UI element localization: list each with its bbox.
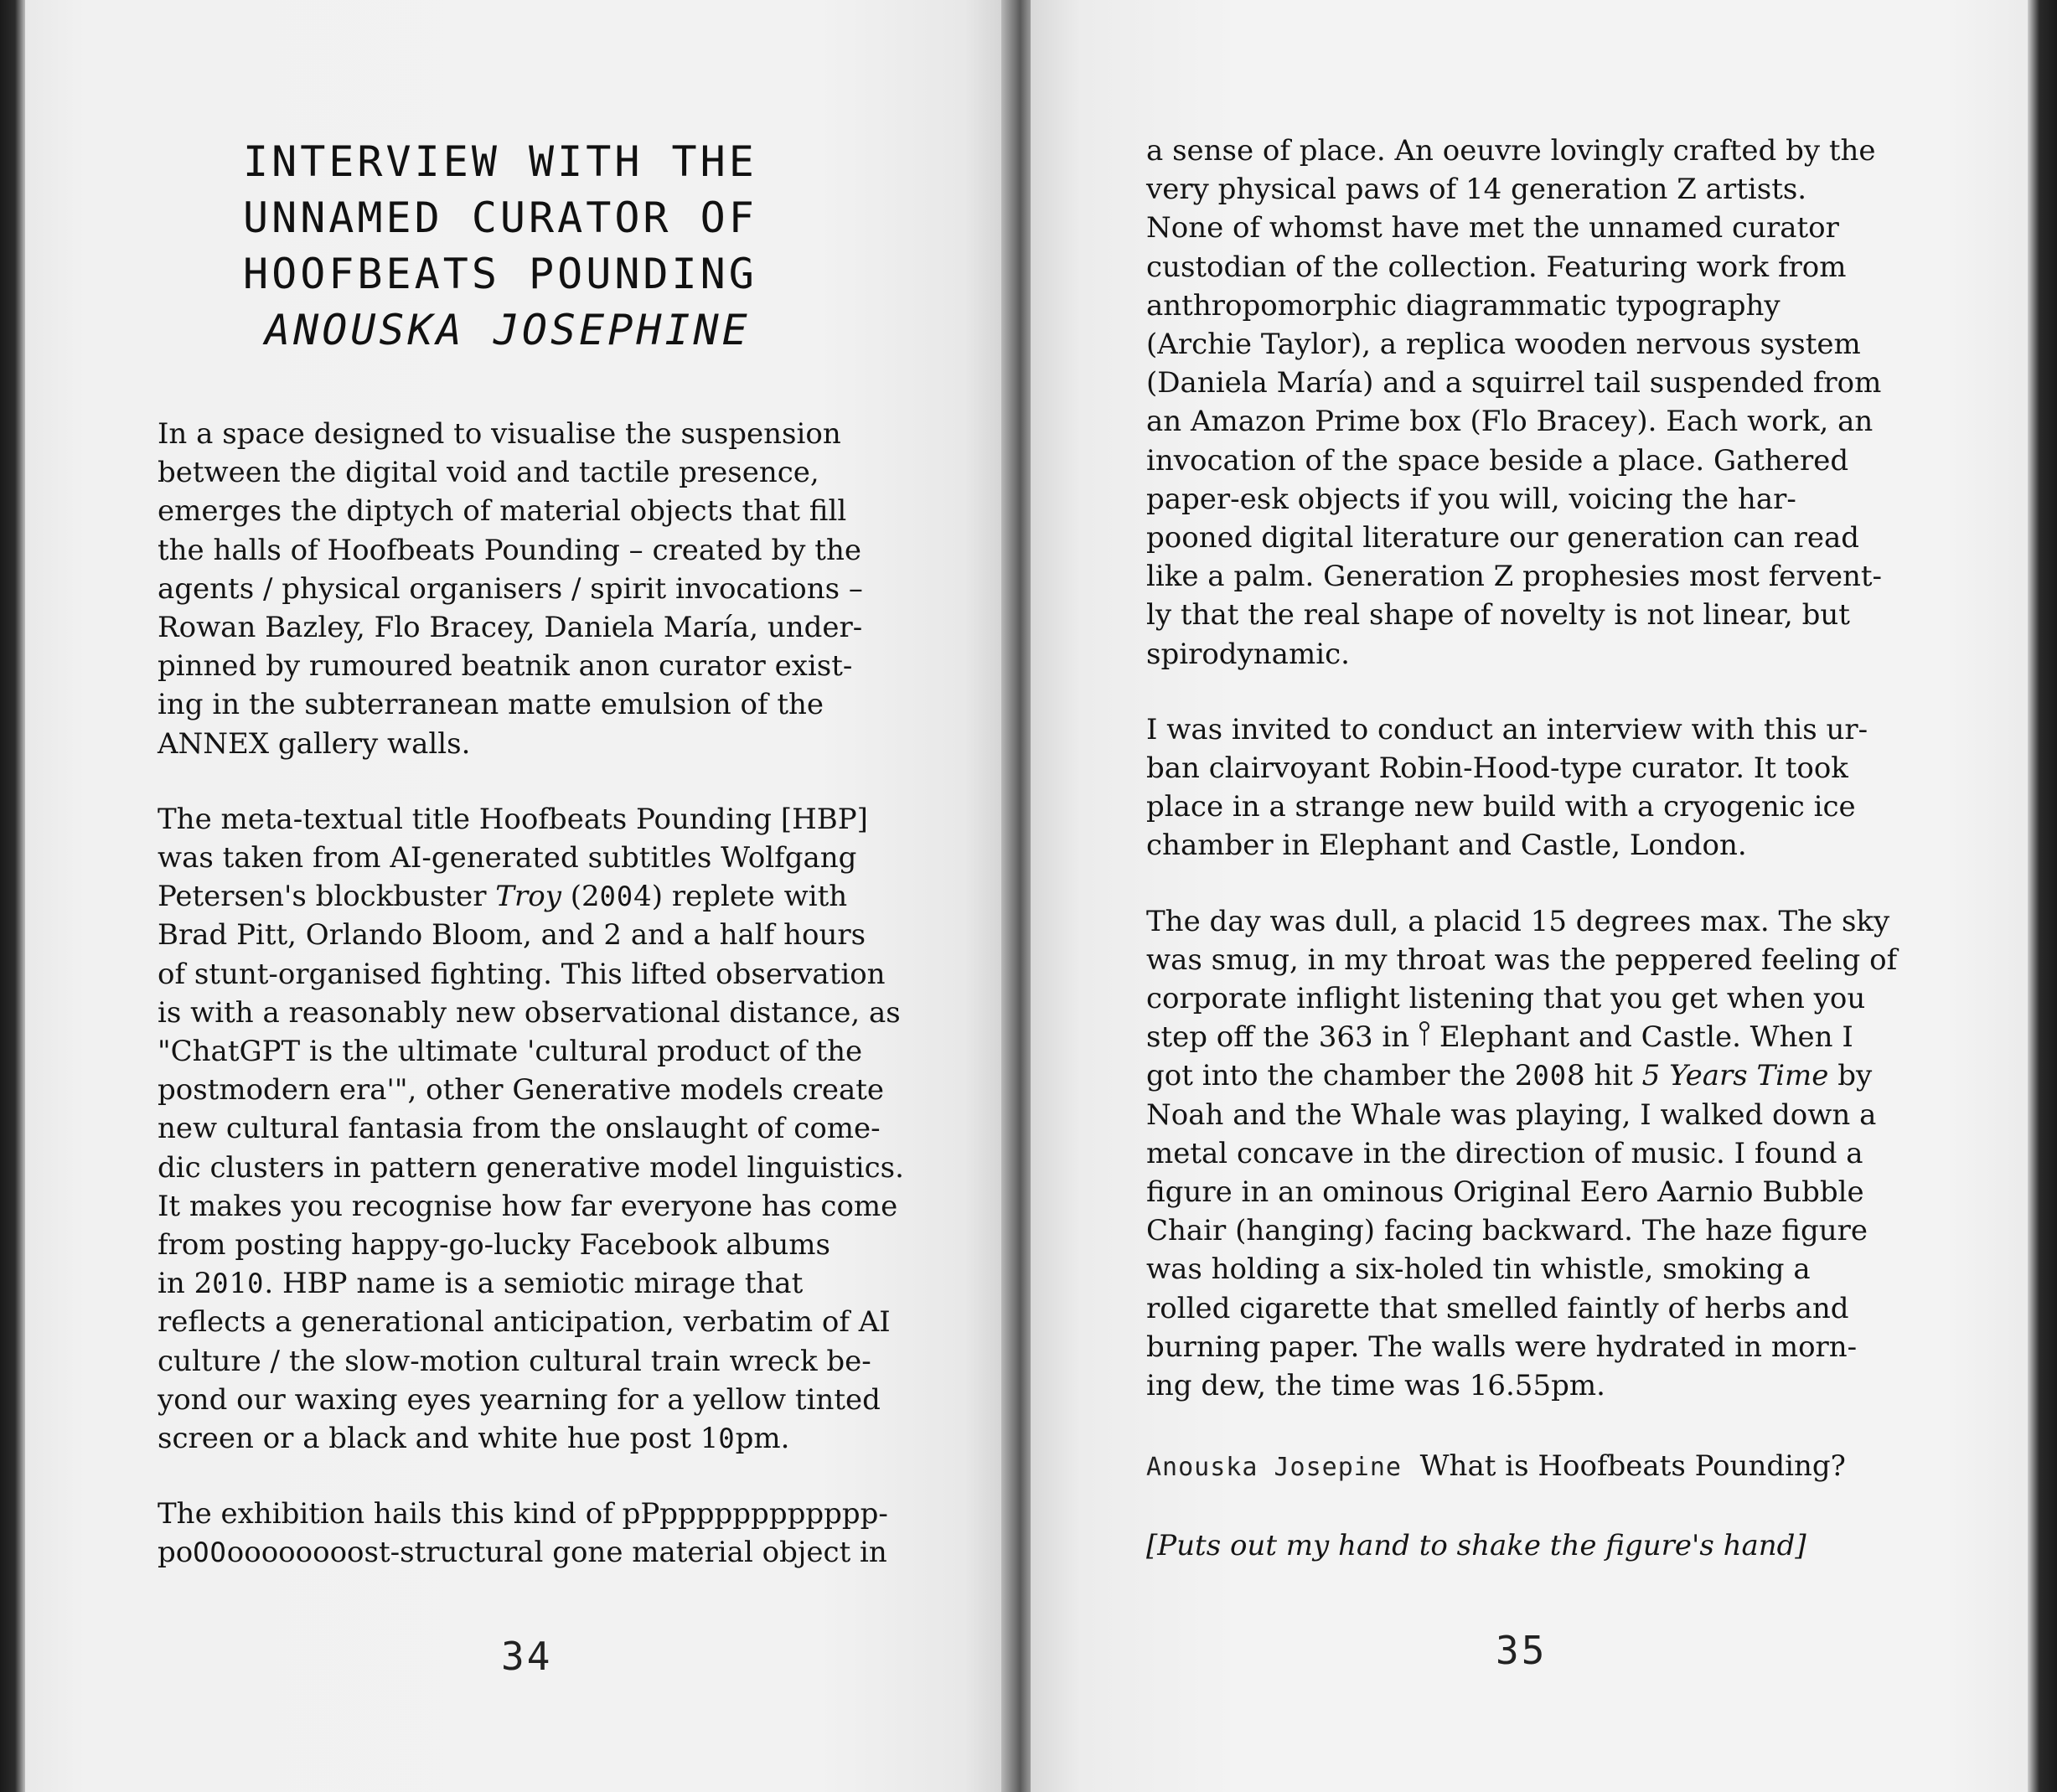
text-line: Petersen's blockbuster Troy (2004) replete with <box>158 880 848 914</box>
paragraph <box>158 800 937 1458</box>
text-line: corporate inflight listening that you get when you <box>1146 982 1866 1016</box>
text-line: ing dew, the time was 16.55pm. <box>1146 1369 1605 1403</box>
title-line: HOOFBEATS POUNDING <box>243 250 757 298</box>
text-line: reflects a generational anticipation, verbatim of AI <box>158 1305 891 1340</box>
text-line: culture / the slow-motion cultural train wreck be- <box>158 1344 871 1378</box>
text-line: was holding a six-holed tin whistle, smoking a <box>1146 1252 1811 1287</box>
text-line: invocation of the space beside a place. Gathered <box>1146 443 1849 478</box>
text-line: (Daniela María) and a squirrel tail suspended from <box>1146 366 1882 400</box>
text-line: in 2010. HBP name is a semiotic mirage that <box>158 1267 804 1301</box>
title-line: UNNAMED CURATOR OF <box>243 194 757 242</box>
location-pin-icon <box>1419 1021 1430 1050</box>
text-line: ly that the real shape of novelty is not linear, but <box>1146 598 1850 633</box>
text-line: emerges the diptych of material objects that fill <box>158 494 847 529</box>
paragraph <box>158 1495 937 1572</box>
text-line: rolled cigarette that smelled faintly of herbs and <box>1146 1291 1849 1325</box>
text-line: It makes you recognise how far everyone has come <box>158 1189 898 1223</box>
text-line: In a space designed to visualise the suspension <box>158 417 841 451</box>
text-line: was smug, in my throat was the peppered feeling of <box>1146 942 1898 977</box>
text-line: poOOoooooooost-structural gone material object in <box>158 1536 887 1570</box>
text-line: figure in an ominous Original Eero Aarnio Bubble <box>1146 1175 1864 1210</box>
text-line: (Archie Taylor), a replica wooden nervous system <box>1146 328 1861 362</box>
text-line: pinned by rumoured beatnik anon curator exist- <box>158 649 853 684</box>
text-line: Noah and the Whale was playing, I walked down a <box>1146 1097 1877 1132</box>
text-line: The day was dull, a placid 15 degrees max. The sky <box>1146 904 1890 938</box>
text-line: custodian of the collection. Featuring work from <box>1146 250 1847 284</box>
text-line: of stunt-organised fighting. This lifted observation <box>158 957 886 991</box>
text-line: got into the chamber the 2008 hit 5 Years Time by <box>1146 1059 1873 1093</box>
background-left-edge <box>0 0 25 1792</box>
text-line: Chair (hanging) facing backward. The haze figure <box>1146 1214 1868 1248</box>
text-line: from posting happy-go-lucky Facebook albums <box>158 1228 830 1263</box>
text-line: the halls of Hoofbeats Pounding – created by the <box>158 533 861 567</box>
title-line: INTERVIEW WITH THE <box>243 137 757 186</box>
stage-direction: [Puts out my hand to shake the figure's hand] <box>1146 1528 1806 1562</box>
paragraph <box>1146 902 1917 1406</box>
text-line: screen or a black and white hue post 10pm. <box>158 1422 790 1456</box>
text-line: Rowan Bazley, Flo Bracey, Daniela María, under- <box>158 611 863 645</box>
text-line: between the digital void and tactile presence, <box>158 456 819 490</box>
text-line: The exhibition hails this kind of pPpppppppppppp- <box>158 1497 888 1531</box>
text-line: The meta-textual title Hoofbeats Pounding [HBP] <box>158 802 868 836</box>
text-line: metal concave in the direction of music. I found a <box>1146 1136 1863 1170</box>
text-line: None of whomst have met the unnamed curator <box>1146 211 1839 245</box>
interview-question <box>1146 1447 1917 1487</box>
text-line: paper-esk objects if you will, voicing the har- <box>1146 482 1796 516</box>
background-right-edge <box>2028 0 2057 1792</box>
text-line: burning paper. The walls were hydrated in morn- <box>1146 1330 1858 1364</box>
text-line: anthropomorphic diagrammatic typography <box>1146 288 1780 323</box>
text-line: place in a strange new build with a cryogenic ice <box>1146 790 1856 824</box>
left-body-text <box>158 415 937 1573</box>
page-number-left: 34 <box>501 1634 553 1679</box>
text-line: very physical paws of 14 generation Z artists. <box>1146 173 1807 207</box>
text-line: step off the 363 in Elephant and Castle. When I <box>1146 1020 1853 1055</box>
text-line: ing in the subterranean matte emulsion of the <box>158 688 824 722</box>
text-line: agents / physical organisers / spirit invocations – <box>158 571 863 606</box>
page-number-right: 35 <box>1496 1628 1548 1673</box>
article-author: ANOUSKA JOSEPHINE <box>265 306 751 354</box>
article-title <box>243 134 880 359</box>
text-line: pooned digital literature our generation can read <box>1146 521 1859 555</box>
text-line: an Amazon Prime box (Flo Bracey). Each work, an <box>1146 405 1874 439</box>
question-text: What is Hoofbeats Pounding? <box>1419 1449 1846 1484</box>
text-line: like a palm. Generation Z prophesies most fervent- <box>1146 560 1883 594</box>
text-line: spirodynamic. <box>1146 637 1350 671</box>
text-line: a sense of place. An oeuvre lovingly crafted by the <box>1146 134 1876 168</box>
right-body-text <box>1146 132 1917 1565</box>
text-line: is with a reasonably new observational distance, as <box>158 995 901 1030</box>
text-line: Brad Pitt, Orlando Bloom, and 2 and a half hours <box>158 918 866 953</box>
paragraph <box>1146 710 1917 865</box>
paragraph <box>1146 132 1917 674</box>
text-line: ban clairvoyant Robin-Hood-type curator. It took <box>1146 751 1848 786</box>
song-title: 5 Years Time <box>1641 1059 1829 1093</box>
text-line: postmodern era'", other Generative models create <box>158 1073 885 1108</box>
text-line: I was invited to conduct an interview with this ur- <box>1146 712 1868 746</box>
text-line: yond our waxing eyes yearning for a yellow tinted <box>158 1382 881 1417</box>
text-line: chamber in Elephant and Castle, London. <box>1146 829 1747 863</box>
text-line: dic clusters in pattern generative model linguistics. <box>158 1150 904 1185</box>
text-line: ANNEX gallery walls. <box>158 726 471 761</box>
paragraph <box>158 415 937 763</box>
text-line: new cultural fantasia from the onslaught of come- <box>158 1112 881 1146</box>
interviewer-name: Anouska Josepine <box>1146 1453 1402 1483</box>
text-line: "ChatGPT is the ultimate 'cultural product of the <box>158 1035 863 1069</box>
film-title: Troy <box>495 880 561 914</box>
text-line: was taken from AI-generated subtitles Wolfgang <box>158 841 857 875</box>
